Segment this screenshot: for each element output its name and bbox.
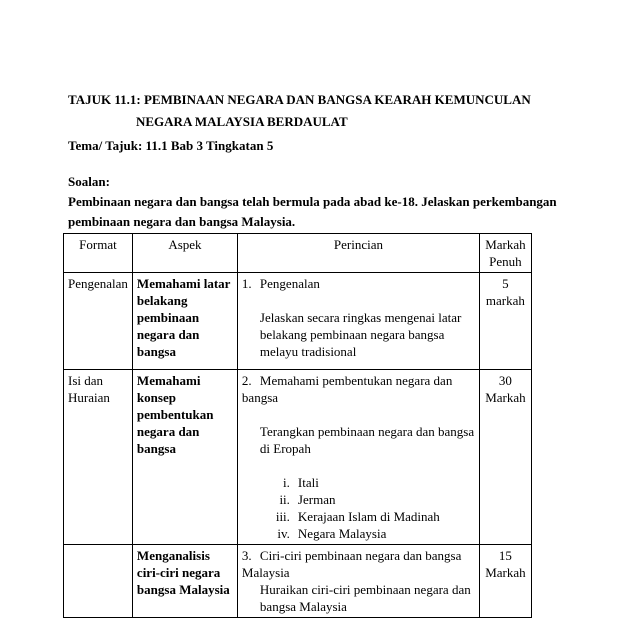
header-perincian: Perincian [237, 234, 479, 273]
header-markah: Markah Penuh [479, 234, 531, 273]
perincian-title: Pengenalan [259, 276, 320, 291]
item-number: 2. [241, 373, 252, 388]
cell-perincian [237, 545, 479, 618]
list-item: ii. Jerman [279, 492, 336, 507]
soalan-label: Soalan: [68, 174, 110, 189]
document-title [68, 89, 531, 133]
header-format: Format [64, 234, 133, 273]
cell-markah: 15 Markah [479, 545, 531, 618]
header-aspek: Aspek [132, 234, 237, 273]
cell-format: Pengenalan [64, 273, 133, 370]
cell-perincian [237, 273, 479, 370]
perincian-detail: Huraikan ciri-ciri pembinaan negara dan bangsa Malaysia [259, 582, 471, 614]
title-line-1: TAJUK 11.1: PEMBINAAN NEGARA DAN BANGSA KEARAH KEMUNCULAN [68, 92, 531, 107]
cell-format: Isi dan Huraian [64, 370, 133, 545]
item-number: 3. [241, 548, 252, 563]
table-header-row [64, 234, 532, 273]
cell-aspek: Menganalisis ciri-ciri negara bangsa Malaysia [132, 545, 237, 618]
list-item: i. Itali [283, 475, 319, 490]
table-row [64, 545, 532, 618]
perincian-detail: Jelaskan secara ringkas mengenai latar belakang pembinaan negara bangsa melayu tradisional [259, 310, 462, 359]
soalan-text-line-1: Pembinaan negara dan bangsa telah bermula pada abad ke-18. Jelaskan perkembangan [68, 194, 557, 209]
perincian-title: Ciri-ciri pembinaan negara dan bangsa Malaysia [241, 548, 462, 580]
marking-table [63, 233, 532, 618]
perincian-detail: Terangkan pembinaan negara dan bangsa di Eropah [259, 424, 475, 456]
table-row [64, 273, 532, 370]
soalan-block [68, 172, 588, 232]
tema-line: Tema/ Tajuk: 11.1 Bab 3 Tingkatan 5 [68, 138, 274, 153]
cell-markah: 5 markah [479, 273, 531, 370]
perincian-title: Memahami pembentukan negara dan bangsa [241, 373, 453, 405]
cell-markah: 30 Markah [479, 370, 531, 545]
soalan-text-line-2: pembinaan negara dan bangsa Malaysia. [68, 214, 296, 229]
cell-format [64, 545, 133, 618]
item-number: 1. [241, 276, 252, 291]
cell-perincian [237, 370, 479, 545]
cell-aspek: Memahami latar belakang pembinaan negara dan bangsa [132, 273, 237, 370]
table-row [64, 370, 532, 545]
list-item: iii. Kerajaan Islam di Madinah [275, 509, 440, 524]
cell-aspek: Memahami konsep pembentukan negara dan bangsa [132, 370, 237, 545]
list-item: iv. Negara Malaysia [277, 526, 387, 541]
title-line-2: NEGARA MALAYSIA BERDAULAT [136, 114, 348, 129]
